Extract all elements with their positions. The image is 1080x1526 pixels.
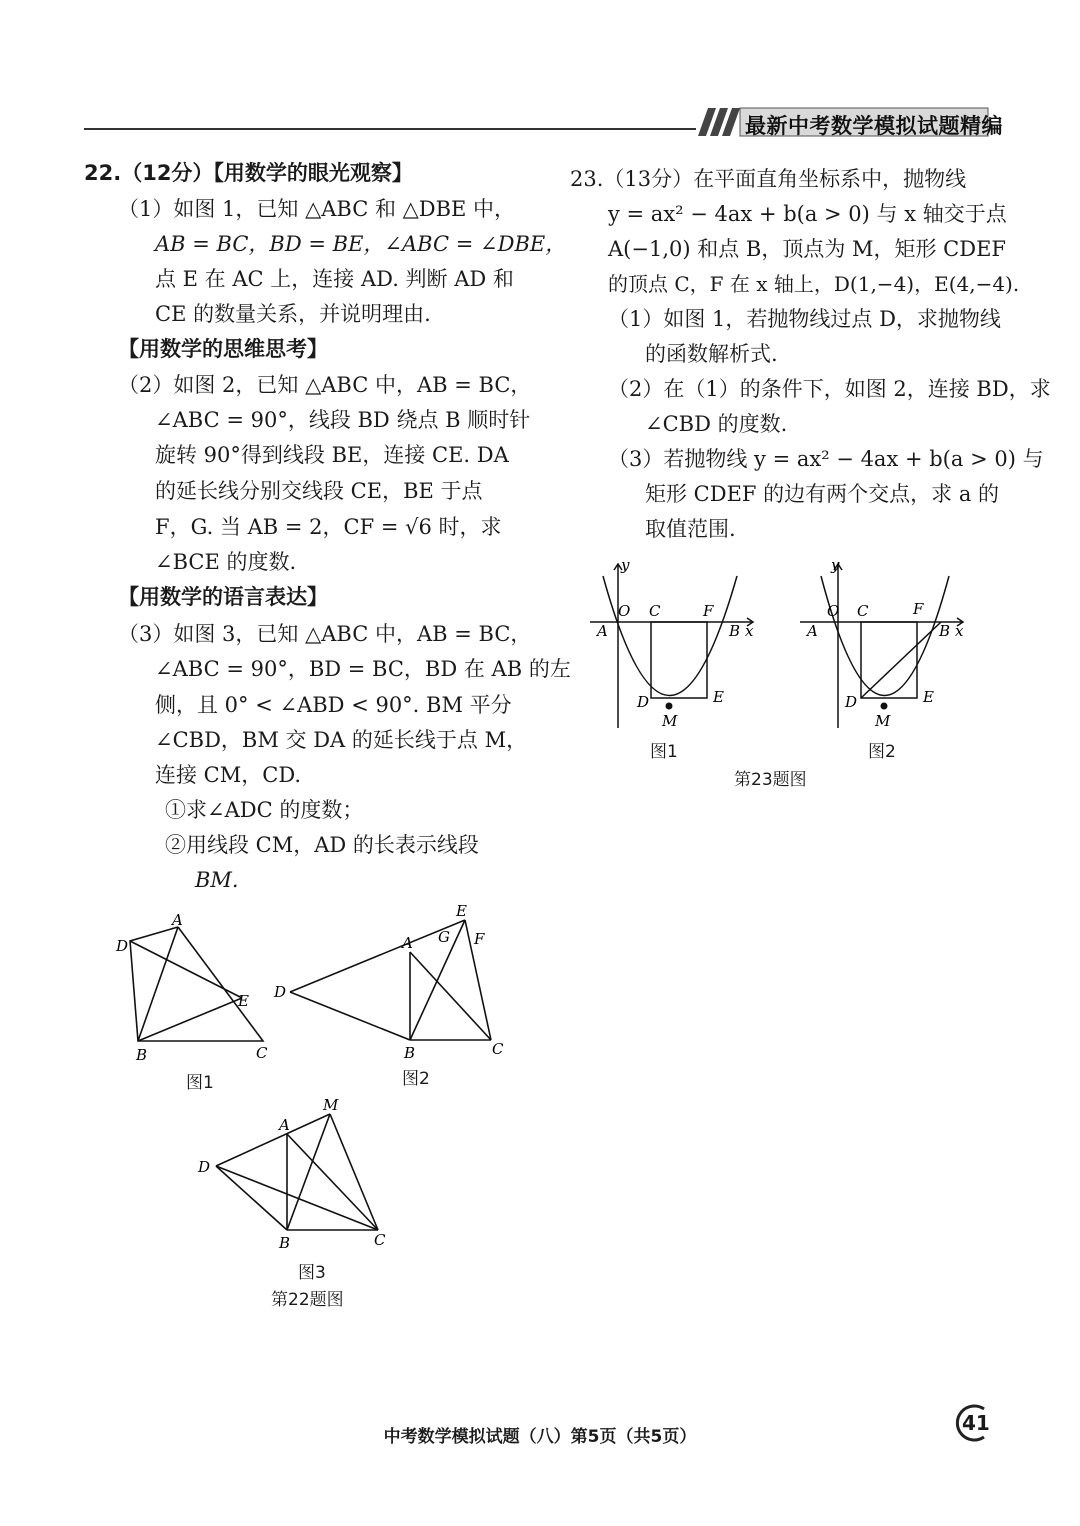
q22-line: 的延长线分别交线段 CE，BE 于点 xyxy=(155,479,483,503)
q22-fig1-caption: 图1 xyxy=(186,1073,214,1093)
q23-fig1-caption: 图1 xyxy=(650,742,678,762)
point-label: E xyxy=(713,688,724,706)
point-label: A xyxy=(597,622,608,640)
header-rule xyxy=(84,128,696,130)
q22-line: 侧，且 0° < ∠ABD < 90°. BM 平分 xyxy=(155,693,512,717)
q22-line: ∠CBD，BM 交 DA 的延长线于点 M， xyxy=(155,728,528,752)
q23-line: （3）若抛物线 y = ax² − 4ax + b(a > 0) 与 xyxy=(608,447,1044,471)
page-number: 41 xyxy=(962,1411,990,1435)
point-label: B xyxy=(404,1044,416,1062)
q22-line: ∠ABC = 90°，BD = BC，BD 在 AB 的左 xyxy=(155,657,571,681)
point-label: E xyxy=(456,902,467,920)
header-title: 最新中考数学模拟试题精编 xyxy=(745,114,1003,138)
q22-section-heading: 【用数学的语言表达】 xyxy=(118,585,328,609)
axis-label: x xyxy=(745,622,754,640)
point-label: D xyxy=(637,693,650,711)
q22-line: AB = BC，BD = BE，∠ABC = ∠DBE， xyxy=(155,232,567,256)
q22-line: ∠BCE 的度数. xyxy=(155,550,297,574)
point-label: G xyxy=(438,928,450,946)
point-label: A xyxy=(172,911,183,929)
q22-line: ∠ABC = 90°，线段 BD 绕点 B 顺时针 xyxy=(155,408,531,432)
q23-line: A(−1,0) 和点 B，顶点为 M，矩形 CDEF xyxy=(608,237,1006,261)
q22-subitem: ②用线段 CM，AD 的长表示线段 xyxy=(165,833,479,857)
q23-line: 的函数解析式. xyxy=(645,342,778,366)
q22-line: 点 E 在 AC 上，连接 AD. 判断 AD 和 xyxy=(155,267,514,291)
point-label: O xyxy=(827,602,840,620)
point-label: A xyxy=(402,934,413,952)
q22-line: F，G. 当 AB = 2，CF = √6 时，求 xyxy=(155,515,502,539)
q22-section-heading: 【用数学的思维思考】 xyxy=(118,337,328,361)
point-label: B xyxy=(939,622,951,640)
point-label: C xyxy=(492,1040,504,1058)
q23-line: （2）在（1）的条件下，如图 2，连接 BD，求 xyxy=(608,377,1051,401)
q22-line: （1）如图 1，已知 △ABC 和 △DBE 中， xyxy=(118,197,516,221)
point-label: O xyxy=(618,602,631,620)
q22-line: 旋转 90°得到线段 BE，连接 CE. DA xyxy=(155,443,509,467)
q23-figure-1 xyxy=(585,552,760,732)
q23-line: 的顶点 C，F 在 x 轴上，D(1,−4)，E(4,−4). xyxy=(608,272,1020,296)
q22-fig2-caption: 图2 xyxy=(402,1069,430,1089)
q22-figure-1 xyxy=(108,905,278,1065)
point-label: D xyxy=(116,937,129,955)
vertex-point xyxy=(881,703,888,710)
q23-fig2-caption: 图2 xyxy=(868,742,896,762)
q23-line: 矩形 CDEF 的边有两个交点，求 a 的 xyxy=(645,482,1000,506)
axis-label: y xyxy=(621,556,630,574)
q23-line: 取值范围. xyxy=(645,517,736,541)
point-label: M xyxy=(662,712,678,730)
axis-label: x xyxy=(955,622,964,640)
point-label: C xyxy=(857,602,869,620)
point-label: A xyxy=(807,622,818,640)
q23-line: ∠CBD 的度数. xyxy=(645,412,788,436)
page-footer: 中考数学模拟试题（八）第5页（共5页） xyxy=(383,1427,697,1447)
q22-line: （2）如图 2，已知 △ABC 中，AB = BC， xyxy=(118,373,532,397)
q22-line: （3）如图 3，已知 △ABC 中，AB = BC， xyxy=(118,622,532,646)
vertex-point xyxy=(666,703,673,710)
point-label: M xyxy=(875,712,891,730)
q22-heading: 22.（12分）【用数学的眼光观察】 xyxy=(84,161,413,185)
point-label: C xyxy=(649,602,661,620)
point-label: C xyxy=(374,1231,386,1249)
q23-figures-caption: 第23题图 xyxy=(734,770,807,790)
q22-figures-caption: 第22题图 xyxy=(271,1290,344,1310)
point-label: D xyxy=(198,1158,211,1176)
q23-line: y = ax² − 4ax + b(a > 0) 与 x 轴交于点 xyxy=(608,202,1007,226)
point-label: E xyxy=(923,688,934,706)
point-label: D xyxy=(845,693,858,711)
q22-figure-2 xyxy=(270,900,515,1065)
point-label: B xyxy=(729,622,741,640)
point-label: B xyxy=(279,1234,291,1252)
point-label: A xyxy=(279,1116,290,1134)
q22-figure-3 xyxy=(190,1092,400,1257)
axis-label: y xyxy=(831,556,840,574)
q23-line: （1）如图 1，若抛物线过点 D，求抛物线 xyxy=(608,307,1001,331)
point-label: F xyxy=(913,600,924,618)
point-label: D xyxy=(274,983,287,1001)
q22-line: CE 的数量关系，并说明理由. xyxy=(155,302,431,326)
q23-figure-2 xyxy=(795,552,970,732)
q23-heading: 23.（13分）在平面直角坐标系中，抛物线 xyxy=(570,167,967,191)
q22-line: 连接 CM，CD. xyxy=(155,763,302,787)
q22-fig3-caption: 图3 xyxy=(298,1263,326,1283)
point-label: F xyxy=(703,602,714,620)
q22-subitem: BM. xyxy=(195,868,239,892)
point-label: C xyxy=(256,1044,268,1062)
point-label: F xyxy=(474,930,485,948)
point-label: M xyxy=(323,1096,339,1114)
point-label: B xyxy=(136,1046,148,1064)
q22-subitem: ①求∠ADC 的度数； xyxy=(165,798,364,822)
point-label: E xyxy=(238,992,249,1010)
